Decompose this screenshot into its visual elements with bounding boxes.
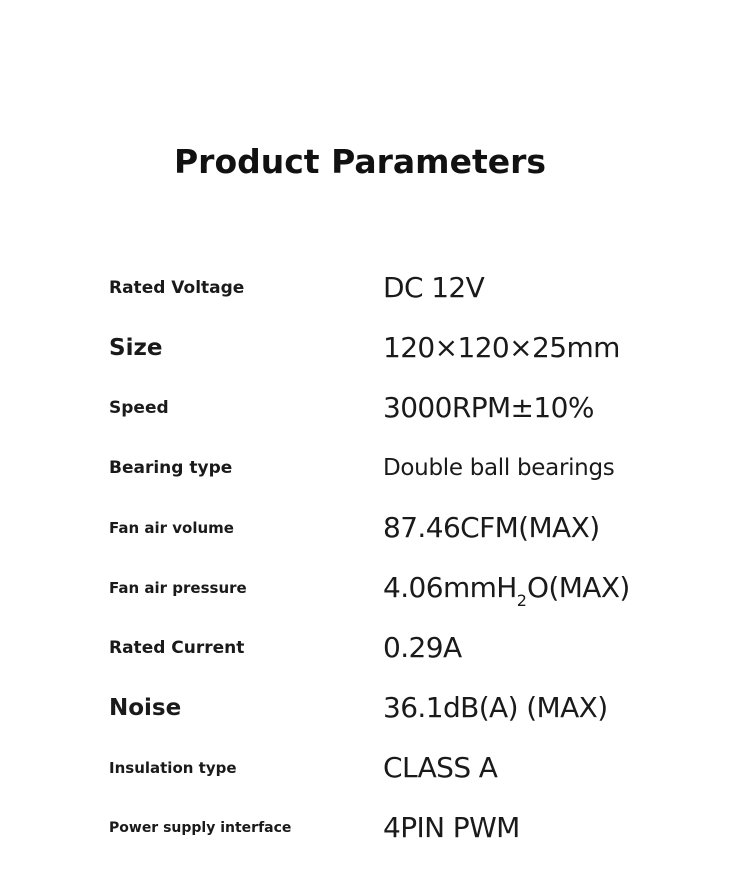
param-value: 87.46CFM(MAX) <box>383 511 600 544</box>
param-row-fan-air-pressure <box>0 566 750 610</box>
param-value: CLASS A <box>383 751 498 784</box>
param-value: 0.29A <box>383 631 462 664</box>
param-label: Noise <box>109 695 182 721</box>
param-row-fan-air-volume <box>0 506 750 550</box>
param-row-insulation-type <box>0 746 750 790</box>
param-value: 36.1dB(A) (MAX) <box>383 691 608 724</box>
param-value: DC 12V <box>383 271 485 304</box>
param-value-subscript: 2 <box>516 591 527 610</box>
param-label: Speed <box>109 398 169 418</box>
param-label: Fan air volume <box>109 519 234 537</box>
param-label: Bearing type <box>109 458 233 478</box>
param-row-bearing-type <box>0 446 750 490</box>
param-value-prefix: 4.06mmH <box>383 571 517 604</box>
param-row-size <box>0 326 750 370</box>
param-value: 4PIN PWM <box>383 811 520 844</box>
param-label: Power supply interface <box>109 820 292 836</box>
page-title: Product Parameters <box>174 142 547 181</box>
param-label: Fan air pressure <box>109 579 247 597</box>
param-value-suffix: O(MAX) <box>526 571 630 604</box>
param-label: Size <box>109 335 163 361</box>
param-value <box>383 566 630 610</box>
param-label: Insulation type <box>109 759 237 777</box>
param-row-rated-voltage <box>0 266 750 310</box>
param-value: 120×120×25mm <box>383 331 620 364</box>
param-value: Double ball bearings <box>383 455 615 481</box>
param-label: Rated Voltage <box>109 278 245 298</box>
param-row-speed <box>0 386 750 430</box>
param-row-power-supply-interface <box>0 806 750 850</box>
param-row-noise <box>0 686 750 730</box>
param-label: Rated Current <box>109 638 245 658</box>
param-row-rated-current <box>0 626 750 670</box>
param-value: 3000RPM±10% <box>383 391 594 424</box>
